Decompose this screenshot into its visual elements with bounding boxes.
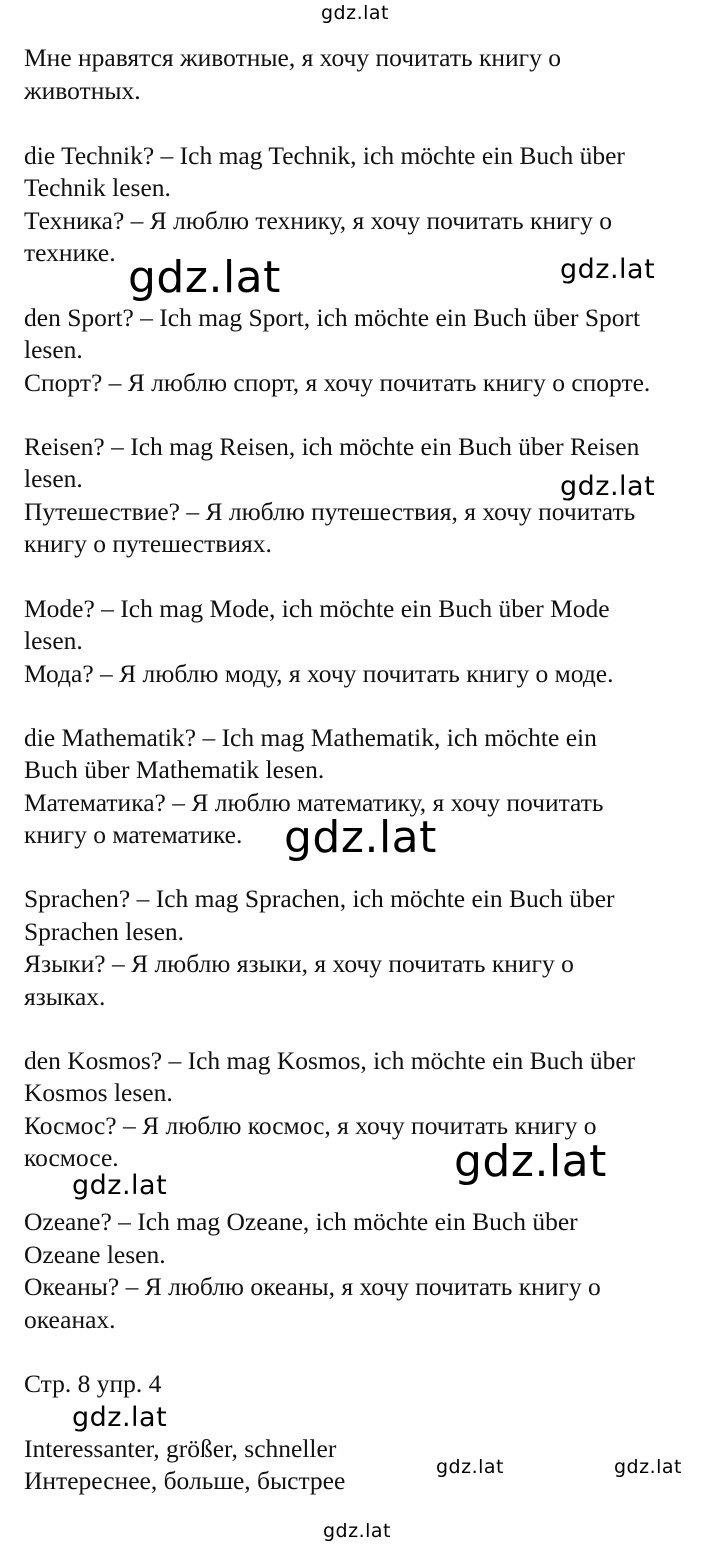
text-line: lesen.	[24, 464, 83, 493]
watermark-logo: gdz.lat	[454, 1136, 607, 1187]
text-line: Спорт? – Я люблю спорт, я хочу почитать книгу о спорте.	[24, 368, 651, 397]
text-line: Ozeane lesen.	[24, 1240, 166, 1269]
watermark-logo: gdz.lat	[128, 252, 281, 303]
text-line: Океаны? – Я люблю океаны, я хочу почитать книгу о	[24, 1272, 601, 1301]
watermark-logo: gdz.lat	[560, 254, 656, 285]
watermark-logo: gdz.lat	[72, 1170, 168, 1201]
text-line: книгу о путешествиях.	[24, 529, 272, 558]
text-line: океанах.	[24, 1305, 116, 1334]
text-line: den Sport? – Ich mag Sport, ich möchte ein Buch über Sport	[24, 303, 641, 332]
text-line: Мне нравятся животные, я хочу почитать книгу о	[24, 43, 561, 72]
text-line: Mode? – Ich mag Mode, ich möchte ein Buch über Mode	[24, 594, 610, 623]
text-line: lesen.	[24, 335, 83, 364]
header-watermark: gdz.lat	[321, 2, 390, 24]
text-line: Reisen? – Ich mag Reisen, ich möchte ein Buch über Reisen	[24, 432, 640, 461]
text-line: lesen.	[24, 626, 83, 655]
watermark-logo: gdz.lat	[436, 1456, 505, 1478]
text-line: die Technik? – Ich mag Technik, ich möchte ein Buch über	[24, 141, 625, 170]
text-line: Technik lesen.	[24, 173, 171, 202]
text-line: технике.	[24, 238, 116, 267]
watermark-logo: gdz.lat	[614, 1456, 683, 1478]
text-line: Языки? – Я люблю языки, я хочу почитать книгу о	[24, 949, 574, 978]
text-line: Математика? – Я люблю математику, я хочу почитать	[24, 788, 604, 817]
text-line: den Kosmos? – Ich mag Kosmos, ich möchte ein Buch über	[24, 1046, 636, 1075]
text-line: die Mathematik? – Ich mag Mathematik, ich möchte ein	[24, 723, 597, 752]
text-line: книгу о математике.	[24, 820, 243, 849]
text-line: Sprachen lesen.	[24, 917, 185, 946]
text-line: Мода? – Я люблю моду, я хочу почитать книгу о моде.	[24, 659, 614, 688]
text-line: Космос? – Я люблю космос, я хочу почитать книгу о	[24, 1111, 597, 1140]
text-line: Kosmos lesen.	[24, 1078, 173, 1107]
text-line: Buch über Mathematik lesen.	[24, 755, 325, 784]
footer-watermark: gdz.lat	[323, 1520, 392, 1542]
text-line: космосе.	[24, 1143, 119, 1172]
text-line: животных.	[24, 76, 141, 105]
watermark-logo: gdz.lat	[72, 1402, 168, 1433]
text-line: языках.	[24, 982, 106, 1011]
text-line: Interessanter, größer, schneller	[24, 1434, 337, 1463]
watermark-logo: gdz.lat	[560, 471, 656, 502]
text-line: Техника? – Я люблю технику, я хочу почитать книгу о	[24, 206, 612, 235]
text-line: Sprachen? – Ich mag Sprachen, ich möchte ein Buch über	[24, 884, 615, 913]
exercise-heading: Стр. 8 упр. 4	[24, 1369, 162, 1398]
watermark-logo: gdz.lat	[284, 812, 437, 863]
text-line: Путешествие? – Я люблю путешествия, я хочу почитать	[24, 497, 636, 526]
text-line: Ozeane? – Ich mag Ozeane, ich möchte ein Buch über	[24, 1207, 578, 1236]
text-line: Интереснее, больше, быстрее	[24, 1466, 346, 1495]
